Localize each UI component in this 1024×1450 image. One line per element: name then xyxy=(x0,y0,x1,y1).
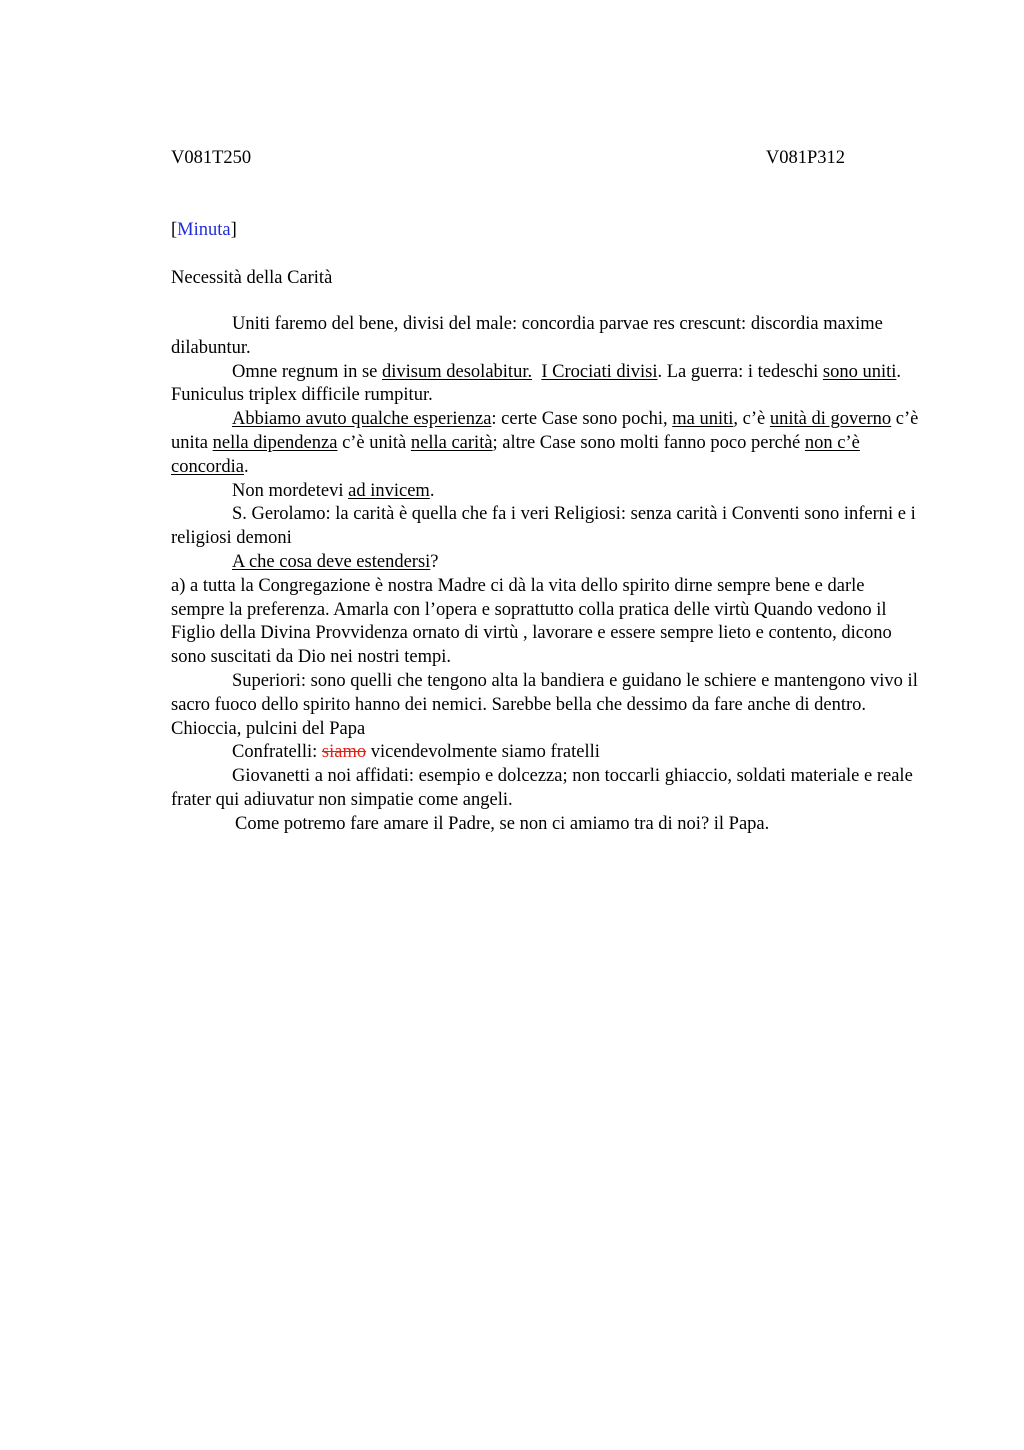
paragraph-10: Giovanetti a noi affidati: esempio e dolcezza; non toccarli ghiaccio, soldati materiale e reale frater qui adiuvatur non simpatie come angeli. xyxy=(171,766,913,810)
text-span: vicendevolmente siamo fratelli xyxy=(366,742,600,763)
text-span: ? xyxy=(430,551,439,572)
text-span: Non mordetevi xyxy=(232,480,349,501)
underlined-text: non c’è concordia xyxy=(171,432,860,477)
text-span: . xyxy=(243,456,249,477)
document-title: Necessità della Carità xyxy=(171,268,333,288)
paragraph-9 xyxy=(171,741,921,765)
text-span xyxy=(532,362,541,382)
paragraph-11: Come potremo fare amare il Padre, se non ci amiamo tra di noi? il Papa. xyxy=(235,813,770,834)
text-span: . Funiculus triplex difficile rumpitur. xyxy=(171,361,901,406)
paragraph-5: S. Gerolamo: la carità è quella che fa i veri Religiosi: senza carità i Conventi sono inferni e i religiosi demoni xyxy=(171,504,916,549)
underlined-text: A che cosa deve estendersi xyxy=(232,551,431,572)
underlined-text: nella dipendenza xyxy=(212,432,338,453)
paragraph-6 xyxy=(171,551,921,575)
underlined-text: I Crociati divisi xyxy=(541,361,658,382)
text-span: ; altre Case sono molti fanno poco perché xyxy=(492,432,805,453)
underlined-text: divisum desolabitur. xyxy=(382,361,533,382)
text-span: Confratelli: xyxy=(232,742,322,763)
underlined-text: Abbiamo avuto qualche esperienza xyxy=(232,409,492,430)
minuta-word: Minuta xyxy=(177,220,231,240)
text-span: , c’è xyxy=(733,409,770,430)
document-code-left: V081T250 xyxy=(171,148,252,168)
text-span: . La guerra: i tedeschi xyxy=(657,361,823,382)
paragraph-4 xyxy=(171,480,921,504)
text-span: c’è unita xyxy=(171,409,919,453)
text-span: c’è unità xyxy=(337,432,411,453)
minuta-annotation xyxy=(171,218,237,242)
underlined-text: sono uniti xyxy=(822,361,897,382)
paragraph-2 xyxy=(171,361,921,409)
document-body xyxy=(171,313,921,837)
paragraph-7: a) a tutta la Congregazione è nostra Madre ci dà la vita dello spirito dirne sempre bene e darle sempre la preferenza. Amarla con l’opera e soprattutto colla pratica delle virtù Quando vedono il Figlio della Divina Provvidenza ornato di virtù , lavorare e essere sempre lieto e contento, dicono sono suscitati da Dio nei nostri tempi. xyxy=(171,575,892,668)
underlined-text: nella carità xyxy=(410,432,493,453)
underlined-text: unità di governo xyxy=(769,409,892,430)
text-span: Omne regnum in se xyxy=(232,361,383,382)
struck-out-text: siamo xyxy=(321,742,367,763)
bracket-open: [ xyxy=(171,220,178,240)
document-header xyxy=(171,146,845,170)
document-code-right: V081P312 xyxy=(765,148,845,168)
text-span: . xyxy=(429,480,435,501)
paragraph-3 xyxy=(171,408,921,479)
underlined-text: ma uniti xyxy=(672,409,734,430)
underlined-text: ad invicem xyxy=(348,480,430,501)
text-span: : certe Case sono pochi, xyxy=(491,409,673,430)
paragraph-1: Uniti faremo del bene, divisi del male: concordia parvae res crescunt: discordia maxime dilabuntur. xyxy=(171,314,883,358)
bracket-close: ] xyxy=(230,220,237,240)
paragraph-8: Superiori: sono quelli che tengono alta la bandiera e guidano le schiere e mantengono vivo il sacro fuoco dello spirito hanno dei nemici. Sarebbe bella che dessimo da fare anche di dentro. Chioccia, pulcini del Papa xyxy=(171,670,918,739)
